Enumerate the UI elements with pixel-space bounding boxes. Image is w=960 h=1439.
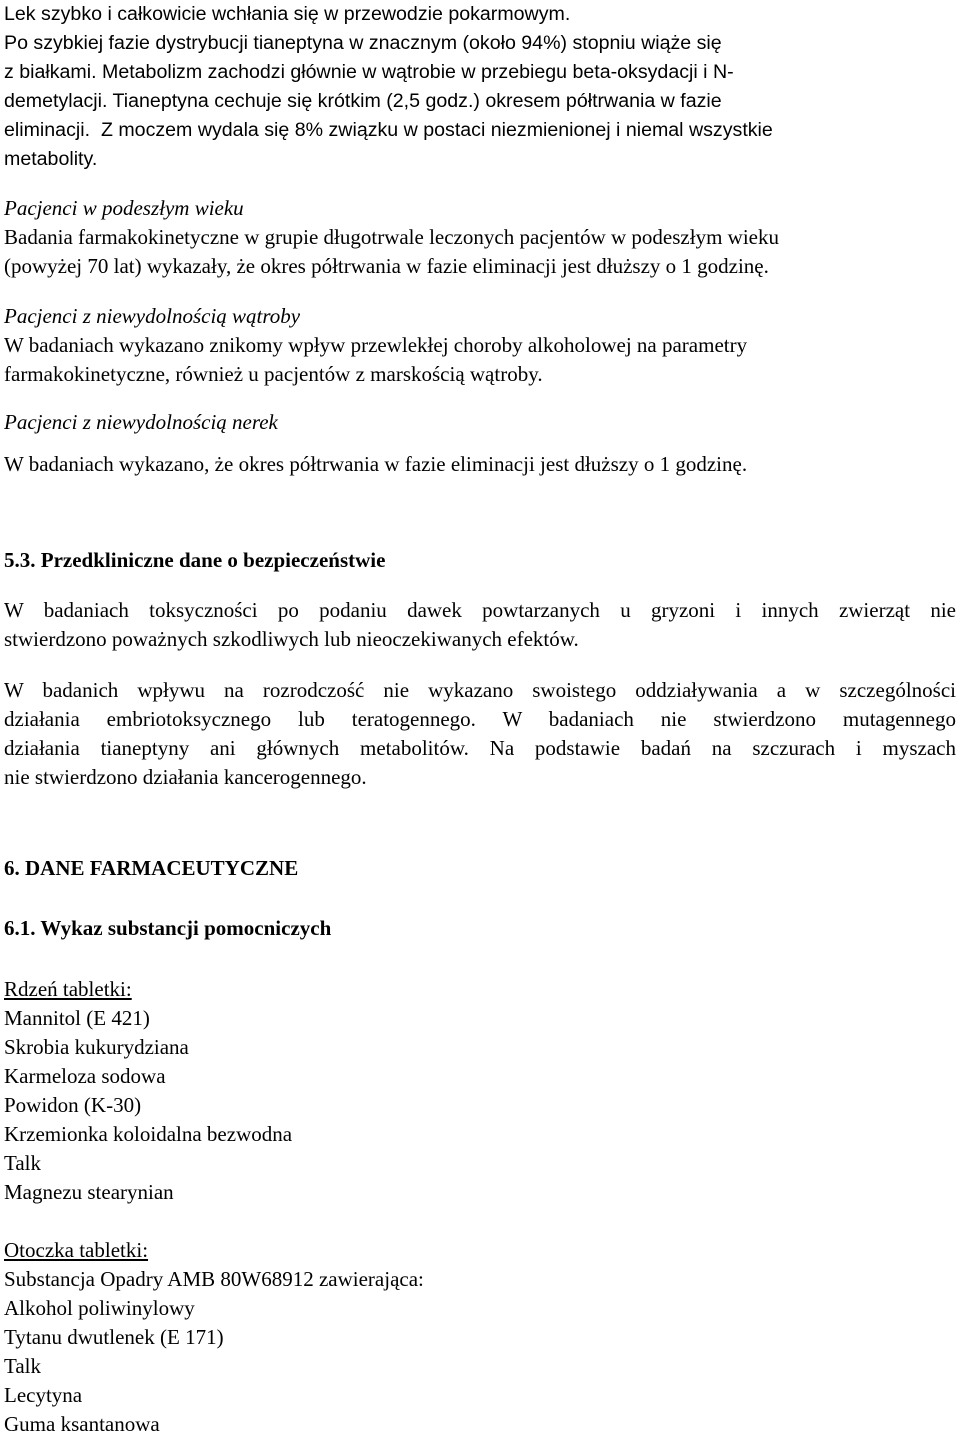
- section-5-3-heading: 5.3. Przedkliniczne dane o bezpieczeństwie: [4, 548, 386, 572]
- elderly-section: [4, 194, 779, 281]
- liver-section: [4, 302, 747, 389]
- section-5-3-para1: [4, 596, 956, 654]
- kidney-line: W badaniach wykazano, że okres półtrwania w fazie eliminacji jest dłuższy o 1 godzinę.: [4, 452, 748, 476]
- pk-line: demetylacji. Tianeptyna cechuje się krótkim (2,5 godz.) okresem półtrwania w fazie: [4, 90, 722, 112]
- core-item: Karmeloza sodowa: [4, 1064, 166, 1088]
- para-line: nie stwierdzono działania kancerogennego.: [4, 765, 367, 789]
- section-6: [4, 854, 424, 1439]
- coating-item: Lecytyna: [4, 1383, 83, 1407]
- pk-line: Z moczem wydala się 8% związku w postaci niezmienionej i niemal wszystkie: [100, 119, 773, 141]
- pk-line: metabolity.: [4, 148, 98, 170]
- core-item: Talk: [4, 1151, 42, 1175]
- pk-line: eliminacji.: [4, 119, 91, 141]
- coating-item: Talk: [4, 1354, 42, 1378]
- core-item: Skrobia kukurydziana: [4, 1035, 189, 1059]
- core-item: Magnezu stearynian: [4, 1180, 174, 1204]
- coating-item: Tytanu dwutlenek (E 171): [4, 1325, 224, 1349]
- coating-label: Otoczka tabletki:: [4, 1238, 149, 1262]
- pk-line: z białkami. Metabolizm zachodzi głównie w wątrobie w przebiegu beta-oksydacji i N-: [4, 61, 734, 83]
- para-line: stwierdzono poważnych szkodliwych lub nieoczekiwanych efektów.: [4, 627, 579, 651]
- pk-line: Po szybkiej fazie dystrybucji tianeptyna w znacznym (około 94%) stopniu wiąże się: [4, 32, 722, 54]
- core-item: Krzemionka koloidalna bezwodna: [4, 1122, 293, 1146]
- section-6-heading: 6. DANE FARMACEUTYCZNE: [4, 856, 299, 880]
- section-6-1-heading: 6.1. Wykaz substancji pomocniczych: [4, 916, 332, 940]
- kidney-heading: Pacjenci z niewydolnością nerek: [4, 410, 278, 434]
- para-line: W badanich wpływu na rozrodczość nie wykazano swoistego oddziaływania a w szczególności: [4, 678, 956, 702]
- core-item: Powidon (K-30): [4, 1093, 142, 1117]
- core-item: Mannitol (E 421): [4, 1006, 150, 1030]
- elderly-line: (powyżej 70 lat) wykazały, że okres półtrwania w fazie eliminacji jest dłuższy o 1 godzinę.: [4, 254, 769, 278]
- core-label: Rdzeń tabletki:: [4, 977, 132, 1001]
- pk-line: Lek szybko i całkowicie wchłania się w przewodzie pokarmowym.: [4, 3, 571, 25]
- coating-item: Guma ksantanowa: [4, 1412, 160, 1436]
- coating-item: Substancja Opadry AMB 80W68912 zawierająca:: [4, 1267, 424, 1291]
- para-line: działania embriotoksycznego lub teratogennego. W badaniach nie stwierdzono mutagennego: [4, 707, 956, 731]
- elderly-line: Badania farmakokinetyczne w grupie długotrwale leczonych pacjentów w podeszłym wieku: [4, 225, 779, 249]
- para-line: W badaniach toksyczności po podaniu dawek powtarzanych u gryzoni i innych zwierząt nie: [4, 598, 956, 622]
- liver-line: W badaniach wykazano znikomy wpływ przewlekłej choroby alkoholowej na parametry: [4, 333, 748, 357]
- liver-line: farmakokinetyczne, również u pacjentów z marskością wątroby.: [4, 362, 543, 386]
- liver-heading: Pacjenci z niewydolnością wątroby: [4, 304, 301, 328]
- para-line: działania tianeptyny ani głównych metabolitów. Na podstawie badań na szczurach i myszach: [4, 736, 956, 760]
- elderly-heading: Pacjenci w podeszłym wieku: [4, 196, 244, 220]
- pk-paragraph: [4, 0, 773, 174]
- section-5-3: [4, 546, 956, 792]
- coating-item: Alkohol poliwinylowy: [4, 1296, 195, 1320]
- kidney-section: [4, 408, 747, 479]
- section-5-3-para2: [4, 676, 956, 792]
